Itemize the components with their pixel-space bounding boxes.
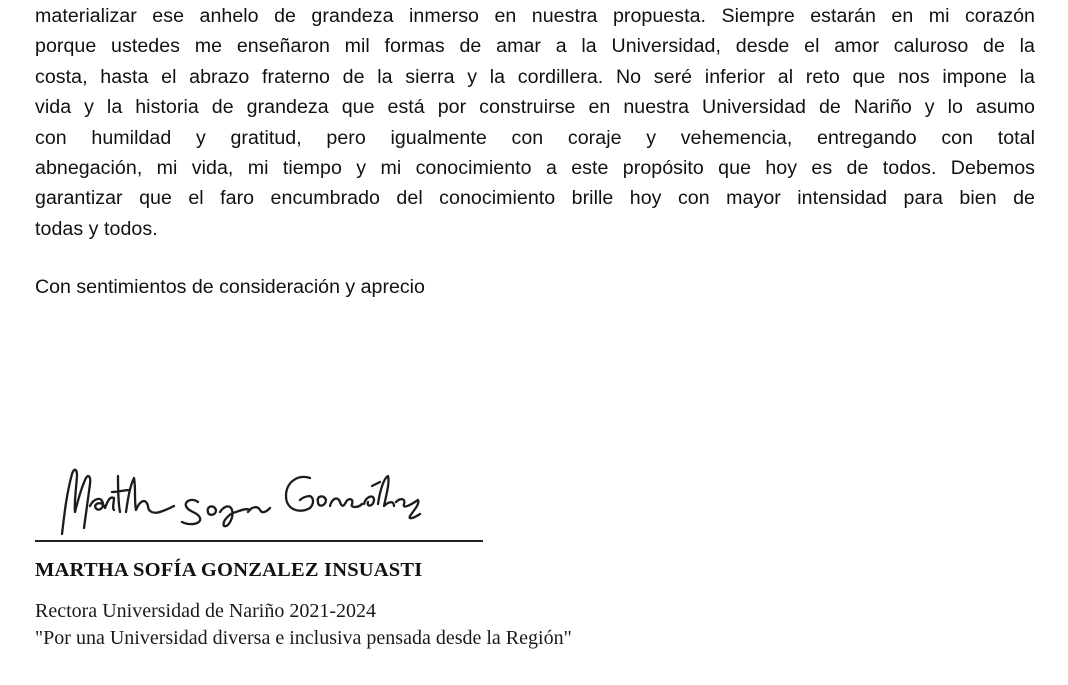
signer-motto: "Por una Universidad diversa e inclusiva pensada desde la Región" bbox=[35, 627, 572, 649]
body-line: todas y todos. bbox=[35, 217, 158, 240]
signer-role: Rectora Universidad de Nariño 2021-2024 bbox=[35, 600, 377, 622]
body-line: con humildad y gratitud, pero igualmente con coraje y vehemencia, entregando con total bbox=[35, 126, 1035, 149]
body-line: costa, hasta el abrazo fraterno de la sierra y la cordillera. No seré inferior al reto que nos impone la bbox=[35, 65, 1035, 88]
body-line: vida y la historia de grandeza que está por construirse en nuestra Universidad de Nariño y lo asumo bbox=[35, 96, 1035, 119]
signature-line bbox=[35, 540, 483, 542]
letter-body bbox=[35, 1, 1035, 244]
body-line: garantizar que el faro encumbrado del conocimiento brille hoy con mayor intensidad para bien de bbox=[35, 187, 1035, 210]
body-line: abnegación, mi vida, mi tiempo y mi conocimiento a este propósito que hoy es de todos. Debemos bbox=[35, 156, 1035, 179]
body-line: porque ustedes me enseñaron mil formas de amar a la Universidad, desde el amor caluroso de la bbox=[35, 35, 1035, 58]
closing-phrase: Con sentimientos de consideración y aprecio bbox=[35, 276, 425, 298]
signer-name: MARTHA SOFÍA GONZALEZ INSUASTI bbox=[35, 559, 423, 581]
handwritten-signature bbox=[48, 456, 428, 540]
body-line: materializar ese anhelo de grandeza inmerso en nuestra propuesta. Siempre estarán en mi corazón bbox=[35, 5, 1035, 27]
